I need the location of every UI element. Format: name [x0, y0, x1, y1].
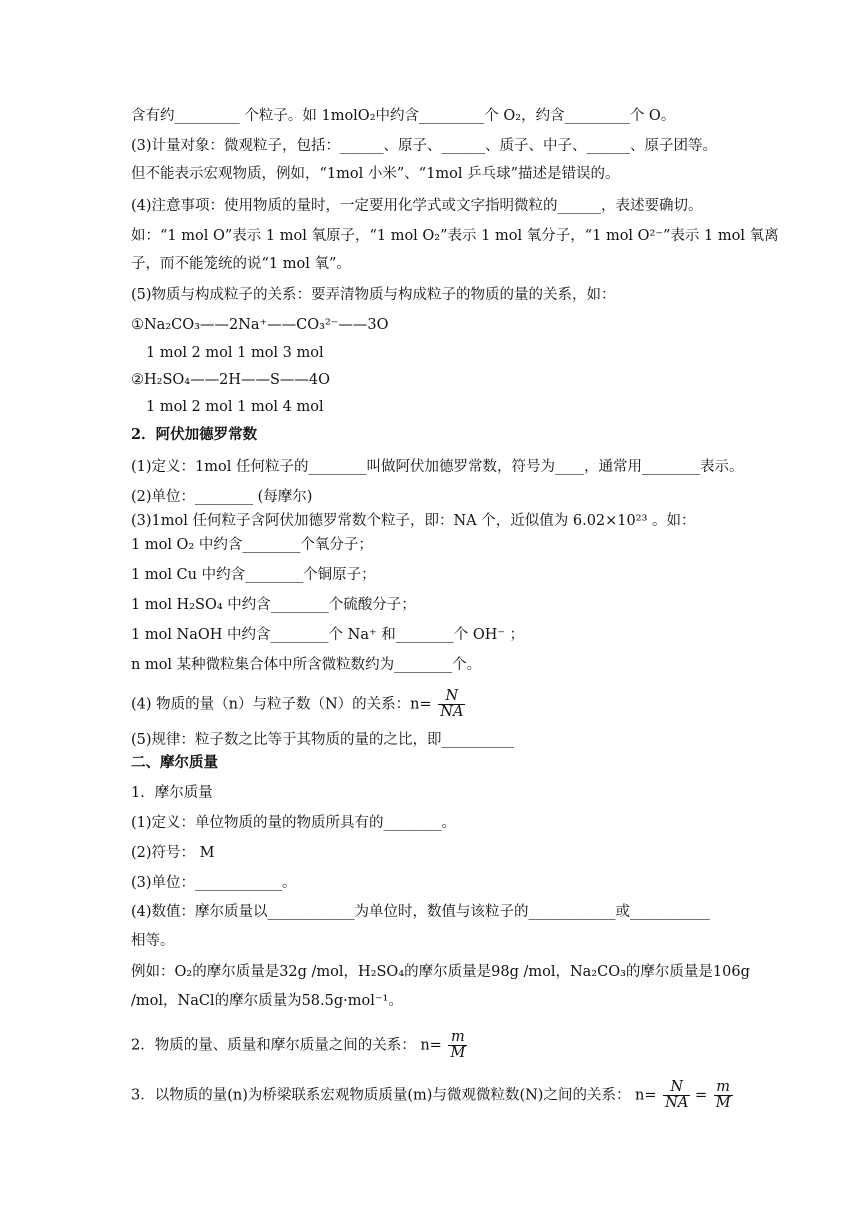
fraction-n-over-na-2 — [663, 1080, 690, 1111]
fraction-numerator: N — [438, 689, 465, 705]
fraction-denominator: M — [715, 1095, 731, 1111]
text-line-8: (1)定义：1mol 任何粒子的________叫做阿伏加德罗常数，符号为____，通常用________表示。 — [131, 459, 744, 475]
equals-sign: = — [694, 1087, 708, 1104]
text-line-16: (5)规律：粒子数之比等于其物质的量的之比，即__________ — [131, 732, 515, 748]
equation-line-2: ②H₂SO₄——2H——S——4O — [131, 372, 331, 388]
relation-text-2: 2．物质的量、质量和摩尔质量之间的关系： n= — [131, 1037, 442, 1054]
fraction-numerator: m — [448, 1030, 467, 1046]
text-line-10: (3)1mol 任何粒子含阿伏加德罗常数个粒子，即：NA 个，近似值为 6.02×10²³ 。如： — [131, 513, 696, 529]
mol-line-1: 1 mol 2 mol 1 mol 3 mol — [146, 345, 324, 361]
text-line-7: (5)物质与构成粒子的关系：要弄清物质与构成粒子的物质的量的关系，如： — [131, 287, 616, 303]
text-line-11: 1 mol O₂ 中约含________个氧分子； — [131, 537, 373, 553]
text-line-23: /mol，NaCl的摩尔质量为58.5g·mol⁻¹。 — [131, 993, 403, 1009]
fraction-m-over-M — [448, 1030, 467, 1061]
text-line-3: 但不能表示宏观物质，例如，“1mol 小米”、“1mol 乒乓球”描述是错误的。 — [131, 166, 620, 182]
fraction-denominator: M — [450, 1045, 466, 1061]
relation-line-2 — [131, 1030, 467, 1061]
text-line-6: 子，而不能笼统的说“1 mol 氧”。 — [131, 256, 351, 272]
text-line-1: 含有约_________ 个粒子。如 1molO₂中约含_________个 O₂，约含_________个 O。 — [131, 108, 676, 124]
text-line-9: (2)单位：________ (每摩尔) — [131, 489, 313, 505]
text-line-4: (4)注意事项：使用物质的量时，一定要用化学式或文字指明微粒的______，表述要确切。 — [131, 198, 703, 214]
text-line-21: 相等。 — [131, 933, 175, 949]
section-heading-avogadro: 2．阿伏加德罗常数 — [131, 426, 258, 443]
relation-text-3: 3．以物质的量(n)为桥梁联系宏观物质质量(m)与微观微粒数(N)之间的关系： n= — [131, 1087, 657, 1104]
text-line-13: 1 mol H₂SO₄ 中约含________个硫酸分子； — [131, 597, 416, 613]
fraction-denominator: NA — [440, 704, 464, 720]
relation-text-1: (4) 物质的量（n）与粒子数（N）的关系：n= — [131, 696, 432, 713]
text-line-17: (1)定义：单位物质的量的物质所具有的________。 — [131, 815, 457, 831]
fraction-n-over-na — [438, 689, 465, 720]
relation-line-3 — [131, 1080, 733, 1111]
relation-line-1 — [131, 689, 465, 720]
text-line-14: 1 mol NaOH 中约含________个 Na⁺ 和________个 OH⁻ ； — [131, 627, 525, 643]
fraction-numerator: m — [714, 1080, 733, 1096]
subheading-molar-mass: 1．摩尔质量 — [131, 785, 213, 801]
text-line-22: 例如：O₂的摩尔质量是32g /mol，H₂SO₄的摩尔质量是98g /mol，Na₂CO₃的摩尔质量是106g — [131, 964, 750, 980]
text-line-19: (3)单位：____________。 — [131, 875, 297, 891]
text-line-5: 如：“1 mol O”表示 1 mol 氧原子，“1 mol O₂”表示 1 mol 氧分子，“1 mol O²⁻”表示 1 mol 氧离 — [131, 228, 779, 244]
text-line-15: n mol 某种微粒集合体中所含微粒数约为________个。 — [131, 657, 482, 673]
fraction-numerator: N — [663, 1080, 690, 1096]
mol-line-2: 1 mol 2 mol 1 mol 4 mol — [146, 399, 324, 415]
text-line-12: 1 mol Cu 中约含________个铜原子； — [131, 567, 376, 583]
equation-line-1: ①Na₂CO₃——2Na⁺——CO₃²⁻——3O — [131, 317, 389, 333]
fraction-denominator: NA — [665, 1095, 689, 1111]
text-line-2: (3)计量对象：微观粒子，包括：______、原子、______、质子、中子、______、原子团等。 — [131, 138, 718, 154]
fraction-m-over-M-2 — [714, 1080, 733, 1111]
text-line-18: (2)符号： M — [131, 845, 215, 861]
section-heading-molar-mass: 二、摩尔质量 — [131, 754, 218, 771]
text-line-20: (4)数值：摩尔质量以____________为单位时，数值与该粒子的____________或___________ — [131, 904, 710, 920]
